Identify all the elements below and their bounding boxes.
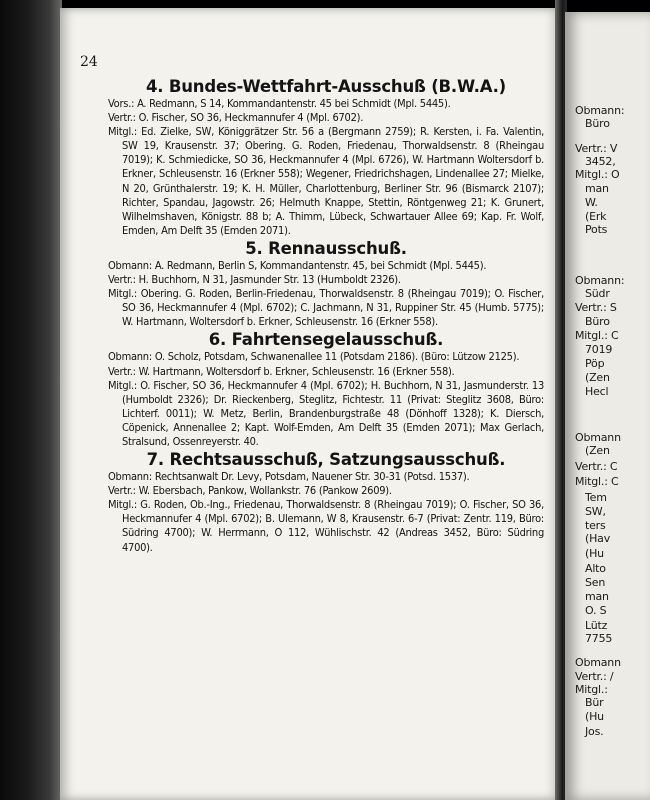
right-page-line: Vertr.: C (575, 460, 618, 473)
entry-deputy (108, 484, 544, 498)
right-page-line: Lütz (585, 619, 608, 632)
entry-label: Mitgl.: (108, 498, 137, 512)
right-page-line: Vertr.: S (575, 301, 617, 314)
right-page-line: 7755 (585, 632, 613, 645)
right-page-line: Mitgl.: C (575, 475, 619, 488)
right-page-line: 7019 (585, 343, 613, 356)
right-page-line: man (585, 182, 609, 195)
page-number: 24 (80, 54, 98, 70)
entry-chair (108, 350, 544, 364)
right-page-line: Jos. (585, 725, 604, 738)
section-rechtsausschuss (108, 449, 544, 555)
entry-chair (108, 470, 544, 484)
section-rennausschuss (108, 238, 544, 329)
right-page-line: Bür (585, 696, 604, 709)
right-page-line: Büro (585, 315, 610, 328)
entry-text: W. Hartmann, Woltersdorf b. Erkner, Schleusenstr. 16 (Erkner 558). (135, 364, 455, 378)
entry-deputy (108, 111, 544, 125)
entry-text: A. Redmann, S 14, Kommandantenstr. 45 bei Schmidt (Mpl. 5445). (134, 97, 451, 110)
entry-text: A. Redmann, Berlin S, Kommandantenstr. 45, bei Schmidt (Mpl. 5445). (151, 258, 487, 272)
entry-text: G. Roden, Ob.-Ing., Friedenau, Thorwaldsenstr. 8 (Rheingau 7019); O. Fischer, SO 36, Heckmannufer 4 (Mpl. 6702); B. Ulemann, W 8, Krausenstr. 6-7 (Privat: Zentr. 119, Büro: Südring 4700); W. Herrmann, O 112, Wühlischstr. 42 (Andreas 3452, Büro: Südring 4700). (122, 498, 544, 554)
right-page-line: Obmann (575, 656, 621, 669)
right-page-line: (Erk (585, 210, 607, 223)
section-title: 5. Rennausschuß. (245, 238, 407, 258)
page-content (108, 76, 544, 555)
entry-members (108, 498, 544, 554)
right-page-line: W. (585, 196, 598, 209)
right-page-line: O. S (585, 604, 607, 617)
right-page-line: man (585, 590, 609, 603)
section-title: 6. Fahrtensegelausschuß. (208, 330, 444, 350)
right-page-line: Büro (585, 117, 610, 130)
entry-label: Mitgl.: (108, 287, 137, 301)
section-title: 7. Rechtsausschuß, Satzungsausschuß. (146, 450, 506, 470)
right-page-line: Vertr.: / (575, 670, 614, 683)
right-page-line: ters (585, 519, 606, 532)
entry-deputy (108, 365, 544, 379)
entry-text: Ed. Zielke, SW, Königgrätzer Str. 56 a (Bergmann 2759); R. Kersten, i. Fa. Valentin, SW 19, Krausenstr. 37; Obering. G. Roden, Friedenau, Thorwaldsenstr. 8 (Rheingau 7019); K. Schmiedicke, SO 36, Heckmannufer 4 (Mpl. 6726), W. Hartmann Woltersdorf b. Erkner, Schleusenstr. 16 (Erkner 558); Wegener, Friedrichshagen, Lindenallee 27; Mielke, N 20, Grünthalerstr. 19; K. H. Müller, Charlottenburg, Berliner Str. 96 (Bismarck 2107); Richter, Spandau, Jagowstr. 26; Helmuth Knappe, Stettin, Röntgenweg 21; K. Grunert, Wilhelmshaven, Königstr. 88 b; A. Thimm, Lübeck, Schwartauer Allee 69; Kap. Fr. Wolf, Emden, Am Delft 35 (Emden 2071). (122, 125, 544, 237)
entry-text: O. Fischer, SO 36, Heckmannufer 4 (Mpl. 6702); H. Buchhorn, N 31, Jasmunderstr. 13 (Humboldt 2326); Dr. Rieckenberg, Steglitz, Fichtestr. 11 (Privat: Steglitz 3608, Büro: Lichterf. 0011); W. Metz, Berlin, Brandenburgstraße 48 (Dönhoff 1328); K. Diersch, Cöpenick, Annenallee 2; Kapt. Wolf-Emden, Am Delft 35 (Emden 2071); Max Gerlach, Stralsund, Ossenreyerstr. 40. (122, 378, 544, 448)
entry-label: Vertr.: (108, 273, 136, 287)
right-page-line: Pots (585, 223, 608, 236)
entry-chair (108, 97, 544, 111)
right-page-line: Obmann (575, 431, 621, 444)
right-page-line: Obmann: (575, 274, 625, 287)
entry-chair (108, 259, 544, 273)
right-page-line: Vertr.: V (575, 142, 618, 155)
right-page-line: Mitgl.: C (575, 329, 619, 342)
section-title: 4. Bundes-Wettfahrt-Ausschuß (B.W.A.) (145, 77, 507, 96)
entry-label: Obmann: (108, 258, 152, 272)
right-page-line: Alto (585, 562, 606, 575)
entry-text: Rechtsanwalt Dr. Levy, Potsdam, Nauener Str. 30-31 (Potsd. 1537). (151, 470, 470, 484)
entry-label: Mitgl.: (108, 378, 137, 392)
entry-label: Obmann: (108, 350, 152, 364)
section-bundes-wettfahrt-ausschuss (108, 76, 544, 238)
right-page-line: Pöp (585, 357, 605, 370)
right-page-line: (Hu (585, 547, 604, 560)
entry-text: W. Ebersbach, Pankow, Wollankstr. 76 (Pankow 2609). (135, 484, 392, 498)
entry-label: Vertr.: (108, 484, 136, 498)
entry-label: Vertr.: (108, 111, 136, 125)
entry-members (108, 125, 544, 238)
entry-members (108, 379, 544, 449)
right-page-line: (Hav (585, 532, 611, 545)
right-page-line: Mitgl.: O (575, 168, 620, 181)
entry-label: Vors.: (108, 97, 135, 110)
right-page-line: SW, (585, 505, 606, 518)
right-page-line: Sen (585, 576, 606, 589)
right-page-line: Obmann: (575, 104, 625, 117)
right-page-line: (Hu (585, 710, 604, 723)
right-page-line: Hecl (585, 385, 609, 398)
right-page-line: Mitgl.: (575, 683, 608, 696)
entry-label: Vertr.: (108, 364, 136, 378)
entry-text: O. Scholz, Potsdam, Schwanenallee 11 (Potsdam 2186). (Büro: Lützow 2125). (151, 350, 520, 364)
right-page-line: (Zen (585, 371, 610, 384)
right-page-line: Südr (585, 287, 610, 300)
entry-label: Mitgl.: (108, 125, 137, 139)
right-page-line: (Zen (585, 444, 610, 457)
right-page (565, 12, 650, 800)
right-page-line: Tem (585, 491, 607, 504)
section-fahrtensegelausschuss (108, 329, 544, 449)
entry-members (108, 287, 544, 329)
entry-text: H. Buchhorn, N 31, Jasmunder Str. 13 (Humboldt 2326). (135, 273, 401, 287)
entry-text: Obering. G. Roden, Berlin-Friedenau, Thorwaldsenstr. 8 (Rheingau 7019); O. Fischer, SO 36, Heckmannufer 4 (Mpl. 6702); C. Jachmann, N 31, Ruppiner Str. 45 (Humb. 5775); W. Hartmann, Woltersdorf b. Erkner, Schleusenstr. 16 (Erkner 558). (122, 287, 544, 329)
entry-deputy (108, 273, 544, 287)
book-left-edge (0, 0, 62, 800)
entry-label: Obmann: (108, 470, 152, 484)
right-page-line: 3452, (585, 155, 616, 168)
entry-text: O. Fischer, SO 36, Heckmannufer 4 (Mpl. 6702). (135, 111, 364, 125)
